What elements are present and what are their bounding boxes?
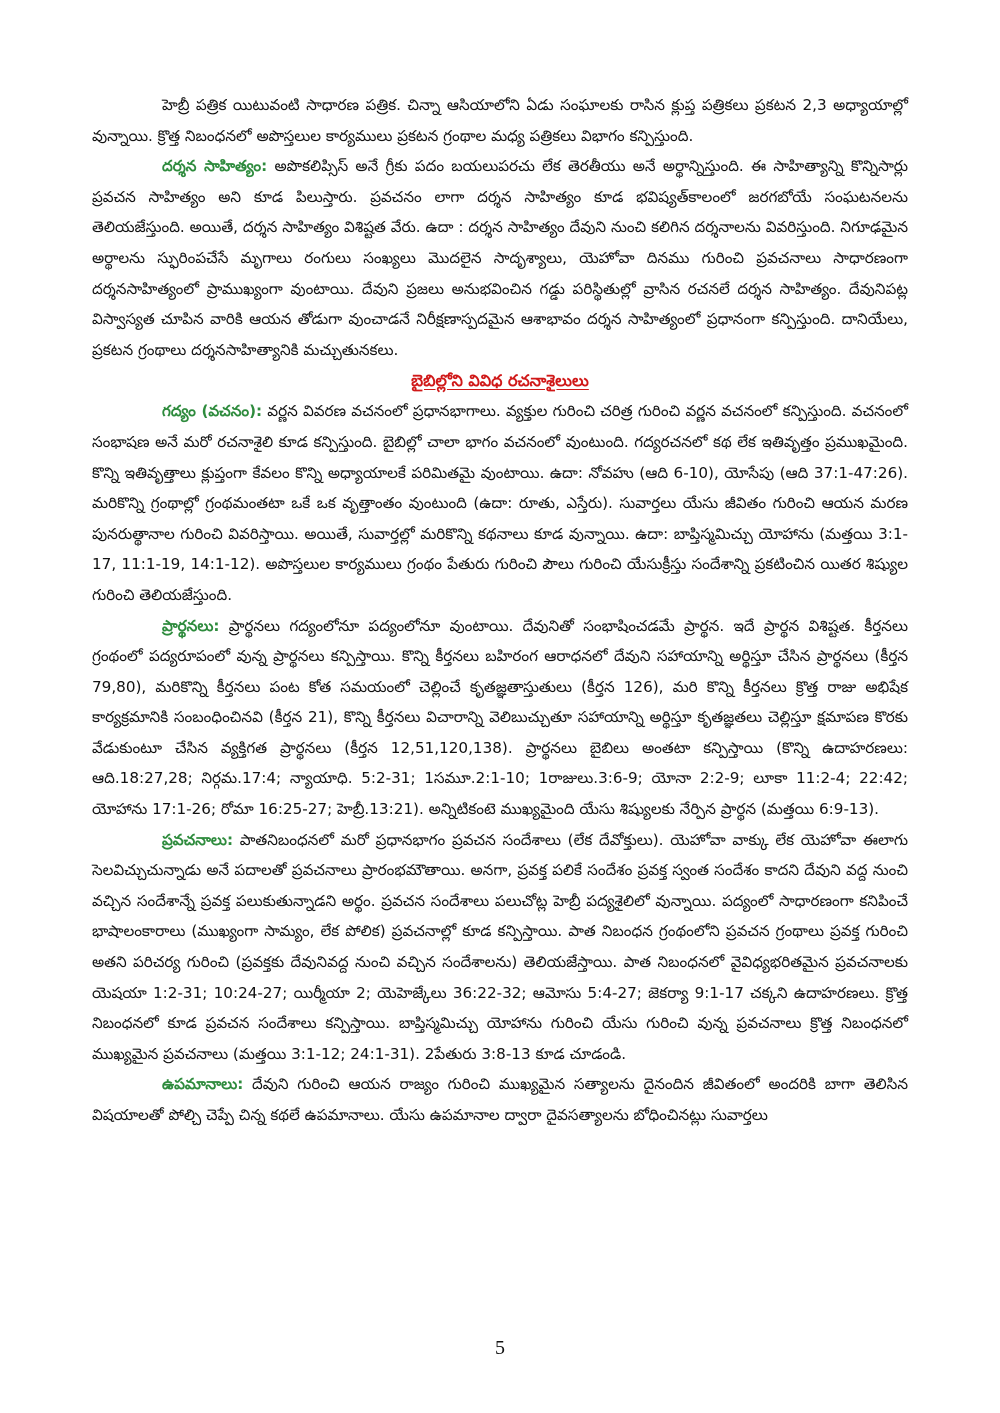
paragraph-term: ప్రార్థనలు:	[162, 616, 220, 635]
paragraph-prose	[92, 396, 908, 610]
paragraph-text: పాతనిబంధనలో మరో ప్రధానభాగం ప్రవచన సందేశాలు (లేక దేవోక్తులు). యెహోవా వాక్కు లేక యెహోవా ఈలాగు సెలవిచ్చుచున్నాడు అనే పదాలతో ప్రవచనాలు ప్రారంభమౌతాయి. అనగా, ప్రవక్త పలికే సందేశం ప్రవక్త స్వంత సందేశం కాదని దేవుని వద్ద నుంచి వచ్చిన సందేశాన్నే ప్రవక్త పలుకుతున్నాడని అర్థం. ప్రవచన సందేశాలు పలుచోట్ల హెబ్రీ పద్యశైలిలో వున్నాయి. పద్యంలో సాధారణంగా కనిపించే భాషాలంకారాలు (ముఖ్యంగా సామ్యం, లేక పోలిక) ప్రవచనాల్లో కూడ కన్పిస్తాయి. పాత నిబంధన గ్రంథంలోని ప్రవచన గ్రంథాలు ప్రవక్త గురించి అతని పరిచర్య గురించి (ప్రవక్తకు దేవునివద్ద నుంచి వచ్చిన సందేశాలను) తెలియజేస్తాయి. పాత నిబంధనలో వైవిధ్యభరితమైన ప్రవచనాలకు యెషయా 1:2-31; 10:24-27; యిర్మీయా 2; యెహెజ్కేలు 36:22-32; ఆమోసు 5:4-27; జెకర్యా 9:1-17 చక్కని ఉదాహరణలు. క్రొత్త నిబంధనలో కూడ ప్రవచన సందేశాలు కన్పిస్తాయి. బాప్తిస్మమిచ్చు యోహాను గురించి యేసు గురించి వున్న ప్రవచనాలు క్రొత్త నిబంధనలో ముఖ్యమైన ప్రవచనాలు (మత్తయి 3:1-12; 24:1-31). 2పేతురు 3:8-13 కూడ చూడండి.	[92, 830, 908, 1063]
paragraph-text: హెబ్రీ పత్రిక యిటువంటి సాధారణ పత్రిక. చిన్నా ఆసియాలోని ఏడు సంఘాలకు రాసిన క్లుప్త పత్రికలు ప్రకటన 2,3 అధ్యాయాల్లో వున్నాయి. క్రొత్త నిబంధనలో అపొస్తలుల కార్యములు ప్రకటన గ్రంథాల మధ్య పత్రికలు విభాగం కన్పిస్తుంది.	[92, 96, 908, 145]
paragraph-hebrews-letter	[92, 90, 908, 151]
paragraph-parables	[92, 1069, 908, 1130]
paragraph-prayers	[92, 611, 908, 825]
paragraph-text: ప్రార్థనలు గద్యంలోనూ పద్యంలోనూ వుంటాయి. దేవునితో సంభాషించడమే ప్రార్థన. ఇదే ప్రార్థన విశిష్టత. కీర్తనలు గ్రంథంలో పద్యరూపంలో వున్న ప్రార్థనలు కన్పిస్తాయి. కొన్ని కీర్తనలు బహిరంగ ఆరాధనలో దేవుని సహాయాన్ని అర్థిస్తూ చేసిన ప్రార్థనలు (కీర్తన 79,80), మరికొన్ని కీర్తనలు పంట కోత సమయంలో చెల్లించే కృతజ్ఞతాస్తుతులు (కీర్తన 126), మరి కొన్ని కీర్తనలు క్రొత్త రాజు అభిషేక కార్యక్రమానికి సంబంధించినవి (కీర్తన 21), కొన్ని కీర్తనలు విచారాన్ని వెలిబుచ్చుతూ సహాయాన్ని అర్థిస్తూ కృతజ్ఞతలు చెల్లిస్తూ క్షమాపణ కొరకు వేడుకుంటూ చేసిన వ్యక్తిగత ప్రార్థనలు (కీర్తన 12,51,120,138). ప్రార్థనలు బైబిలు అంతటా కన్పిస్తాయి (కొన్ని ఉదాహరణలు: ఆది.18:27,28; నిర్గమ.17:4; న్యాయాధి. 5:2-31; 1సమూ.2:1-10; 1రాజులు.3:6-9; యోనా 2:2-9; లూకా 11:2-4; 22:42; యోహాను 17:1-26; రోమా 16:25-27; హెబ్రీ.13:21). అన్నిటికంటె ముఖ్యమైంది యేసు శిష్యులకు నేర్పిన ప్రార్థన (మత్తయి 6:9-13).	[92, 616, 908, 819]
page-content	[92, 90, 908, 1131]
paragraph-text: వర్ణన వివరణ వచనంలో ప్రధానభాగాలు. వ్యక్తుల గురించి చరిత్ర గురించి వర్ణన వచనంలో కన్పిస్తుంది. వచనంలో సంభాషణ అనే మరో రచనాశైలి కూడ కన్పిస్తుంది. బైబిల్లో చాలా భాగం వచనంలో వుంటుంది. గద్యరచనలో కథ లేక ఇతివృత్తం ప్రముఖమైంది. కొన్ని ఇతివృత్తాలు క్లుప్తంగా కేవలం కొన్ని అధ్యాయాలకే పరిమితమై వుంటాయి. ఉదా: నోవహు (ఆది 6-10), యోసేపు (ఆది 37:1-47:26). మరికొన్ని గ్రంథాల్లో గ్రంథమంతటా ఒకే ఒక వృత్తాంతం వుంటుంది (ఉదా: రూతు, ఎస్తేరు). సువార్తలు యేసు జీవితం గురించి ఆయన మరణ పునరుత్థానాల గురించి వివరిస్తాయి. అయితే, సువార్తల్లో మరికొన్ని కథనాలు కూడ వున్నాయి. ఉదా: బాప్తిస్మమిచ్చు యోహాను (మత్తయి 3:1-17, 11:1-19, 14:1-12). అపొస్తలుల కార్యములు గ్రంథం పేతురు గురించి పౌలు గురించి యేసుక్రీస్తు సందేశాన్ని ప్రకటించిన యితర శిష్యుల గురించి తెలియజేస్తుంది.	[92, 402, 908, 604]
paragraph-text: దేవుని గురించి ఆయన రాజ్యం గురించి ముఖ్యమైన సత్యాలను దైనందిన జీవితంలో అందరికి బాగా తెలిసిన విషయాలతో పోల్చి చెప్పే చిన్న కథలే ఉపమానాలు. యేసు ఉపమానాల ద్వారా దైవసత్యాలను బోధించినట్లు సువార్తలు	[92, 1075, 908, 1124]
paragraph-prophecies	[92, 825, 908, 1070]
paragraph-apocalyptic	[92, 151, 908, 365]
paragraph-term: దర్శన సాహిత్యం:	[162, 157, 268, 176]
paragraph-text: అపొకలిప్సిస్ అనే గ్రీకు పదం బయలుపరచు లేక తెరతీయు అనే అర్థాన్నిస్తుంది. ఈ సాహిత్యాన్ని కొన్నిసార్లు ప్రవచన సాహిత్యం అని కూడ పిలుస్తారు. ప్రవచనం లాగా దర్శన సాహిత్యం కూడ భవిష్యత్‌కాలంలో జరగబోయే సంఘటనలను తెలియజేస్తుంది. అయితే, దర్శన సాహిత్యం విశిష్టత వేరు. ఉదా : దర్శన సాహిత్యం దేవుని నుంచి కలిగిన దర్శనాలను వివరిస్తుంది. నిగూఢమైన అర్థాలను స్ఫురింపచేసే మృగాలు రంగులు సంఖ్యలు మొదలైన సాదృశ్యాలు, యెహోవా దినము గురించి ప్రవచనాలు సాధారణంగా దర్శనసాహిత్యంలో ప్రాముఖ్యంగా వుంటాయి. దేవుని ప్రజలు అనుభవించిన గడ్డు పరిస్థితుల్లో వ్రాసిన రచనలే దర్శన సాహిత్యం. దేవునిపట్ల విస్వాస్యత చూపిన వారికి ఆయన తోడుగా వుంచాడనే నిరీక్షణాస్పదమైన ఆశాభావం దర్శన సాహిత్యంలో ప్రధానంగా కన్పిస్తుంది. దానియేలు, ప్రకటన గ్రంథాలు దర్శనసాహిత్యానికి మచ్చుతునకలు.	[92, 157, 909, 359]
paragraph-term: ఉపమానాలు:	[162, 1075, 244, 1094]
section-heading: బైబిల్లోని వివిధ రచనాశైలులు	[411, 371, 589, 391]
page-number: 5	[495, 1337, 505, 1359]
paragraph-term: ప్రవచనాలు:	[162, 830, 234, 849]
paragraph-term: గద్యం (వచనం):	[162, 402, 263, 421]
